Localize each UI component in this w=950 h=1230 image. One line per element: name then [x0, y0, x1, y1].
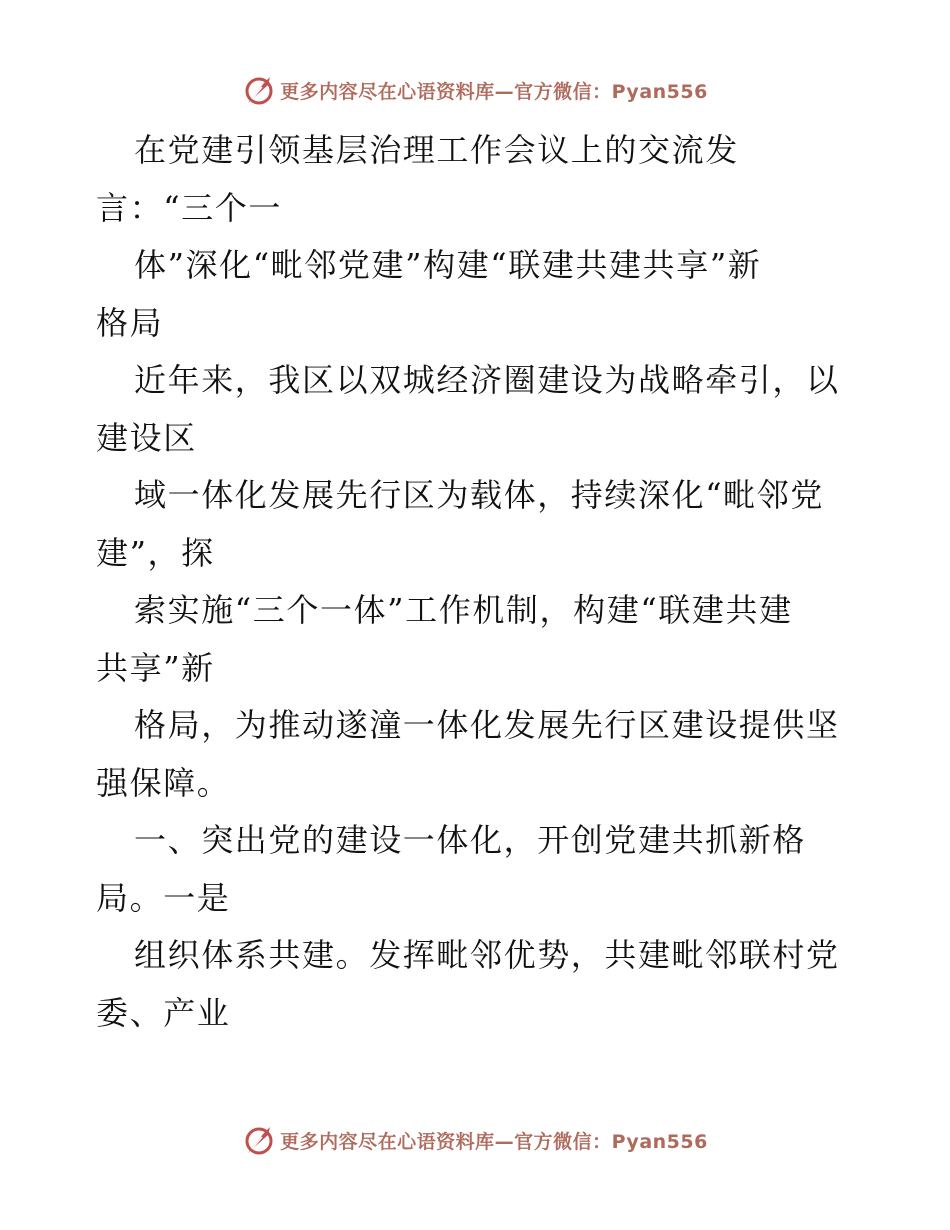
- quill-pen-circle-icon: [242, 1123, 276, 1157]
- text-line: 近年来，我区以双城经济圈建设为战略牵引，以: [134, 361, 840, 399]
- text-line: 体”深化“毗邻党建”构建“联建共建共享”新: [134, 246, 762, 284]
- text-line: 一、突出党的建设一体化，开创党建共抓新格: [134, 821, 807, 859]
- quill-pen-circle-icon: [242, 73, 276, 107]
- footer-watermark: [0, 1120, 950, 1160]
- header-watermark: [0, 70, 950, 110]
- text-line: 格局: [96, 303, 164, 342]
- document-body: [96, 122, 856, 1042]
- text-line: 建设区: [96, 418, 197, 457]
- text-line: 共享”新: [96, 648, 215, 687]
- text-line: 在党建引领基层治理工作会议上的交流发: [134, 131, 739, 169]
- text-line: 委、产业: [96, 993, 231, 1032]
- text-line: 格局，为推动遂潼一体化发展先行区建设提供坚: [134, 706, 840, 744]
- text-line: 局。一是: [96, 878, 231, 917]
- text-line: 强保障。: [96, 763, 231, 802]
- text-line: 索实施“三个一体”工作机制，构建“联建共建: [134, 591, 793, 629]
- text-line: 组织体系共建。发挥毗邻优势，共建毗邻联村党: [134, 936, 840, 974]
- text-line: 建”，探: [96, 533, 215, 572]
- text-line: 域一体化发展先行区为载体，持续深化“毗邻党: [134, 476, 824, 514]
- watermark-text: 更多内容尽在心语资料库—官方微信：Pyan556: [280, 80, 708, 103]
- watermark-text: 更多内容尽在心语资料库—官方微信：Pyan556: [280, 1130, 708, 1153]
- text-line: 言：“三个一: [96, 188, 282, 227]
